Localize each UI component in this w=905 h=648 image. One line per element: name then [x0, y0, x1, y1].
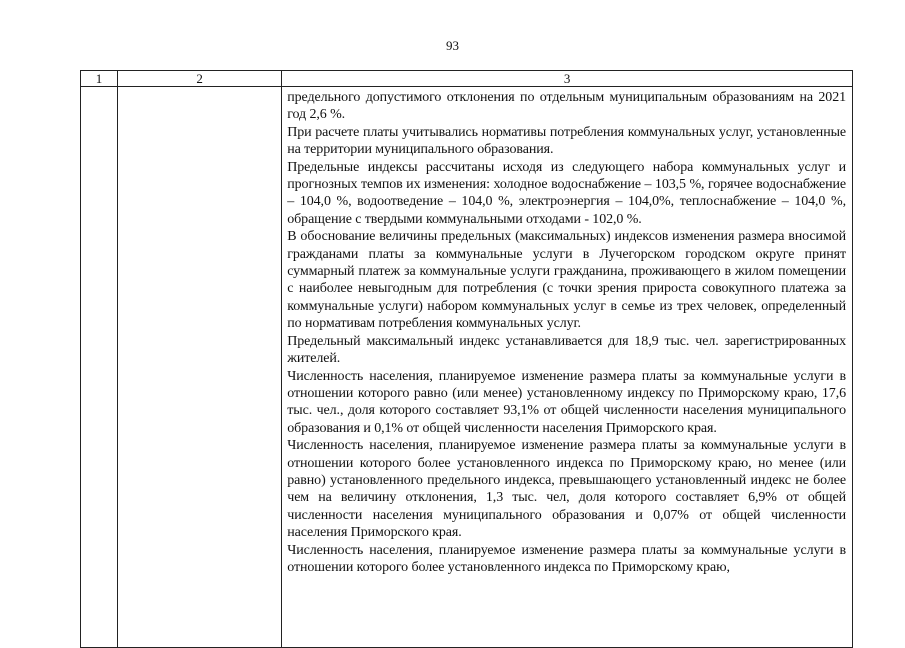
paragraph-population-above-index: Численность населения, планируемое изменение размера платы за коммунальные услуги в отношении которого более установленного индекса по Приморскому краю, но менее (или равно) установленного предельного индекса, превышающего установленный индекс не более чем на величину отклонения, 1,3 тыс. чел, доля которого составляет 6,9% от общей численности населения муниципального образования и 0,07% от общей численности населения Приморского края. [287, 438, 846, 541]
column-3-cell [282, 87, 853, 648]
paragraph-population-truncated: Численность населения, планируемое изменение размера платы за коммунальные услуги в отношении которого более установленного индекса по Приморскому краю, [287, 542, 846, 575]
column-1-cell [81, 87, 118, 648]
table-row [81, 87, 853, 648]
column-3-text [282, 87, 852, 576]
column-header-1: 1 [81, 71, 118, 87]
paragraph-index-composition: Предельные индексы рассчитаны исходя из следующего набора коммунальных услуг и прогнозных темпов их изменения: холодное водоснабжение – 103,5 %, горячее водоснабжение – 104,0 %, водоотведение – 104,0 %, электроэнергия – 104,0%, теплоснабжение – 104,0 %, обращение с твердыми коммунальными отходами - 102,0 %. [287, 159, 846, 227]
paragraph-continuation: предельного допустимого отклонения по отдельным муниципальным образованиям на 2021 год 2,6 %. [287, 90, 846, 123]
page-number: 93 [446, 38, 459, 53]
paragraph-population-within-index: Численность населения, планируемое изменение размера платы за коммунальные услуги в отношении которого равно (или менее) установленному индексу по Приморскому краю, 17,6 тыс. чел., доля которого составляет 93,1% от общей численности населения муниципального образования и 0,1% от общей численности населения Приморского края. [287, 368, 846, 436]
paragraph-consumption-norms: При расчете платы учитывались нормативы потребления коммунальных услуг, установленные на территории муниципального образования. [287, 124, 846, 158]
column-header-3: 3 [282, 71, 853, 87]
table-header-row [81, 71, 853, 87]
column-2-cell [118, 87, 282, 648]
column-header-2: 2 [118, 71, 282, 87]
document-table [80, 70, 853, 648]
paragraph-max-index-population: Предельный максимальный индекс устанавливается для 18,9 тыс. чел. зарегистрированных жителей. [287, 333, 846, 367]
paragraph-index-justification: В обоснование величины предельных (максимальных) индексов изменения размера вносимой гражданами платы за коммунальные услуги в Лучегорском городском округе принят суммарный платеж за коммунальные услуги гражданина, проживающего в жилом помещении с наиболее невыгодным для потребления (с точки зрения прироста совокупного платежа за коммунальные услуги) набором коммунальных услуг в семье из трех человек, определенный по нормативам потребления коммунальных услуг. [287, 229, 846, 332]
